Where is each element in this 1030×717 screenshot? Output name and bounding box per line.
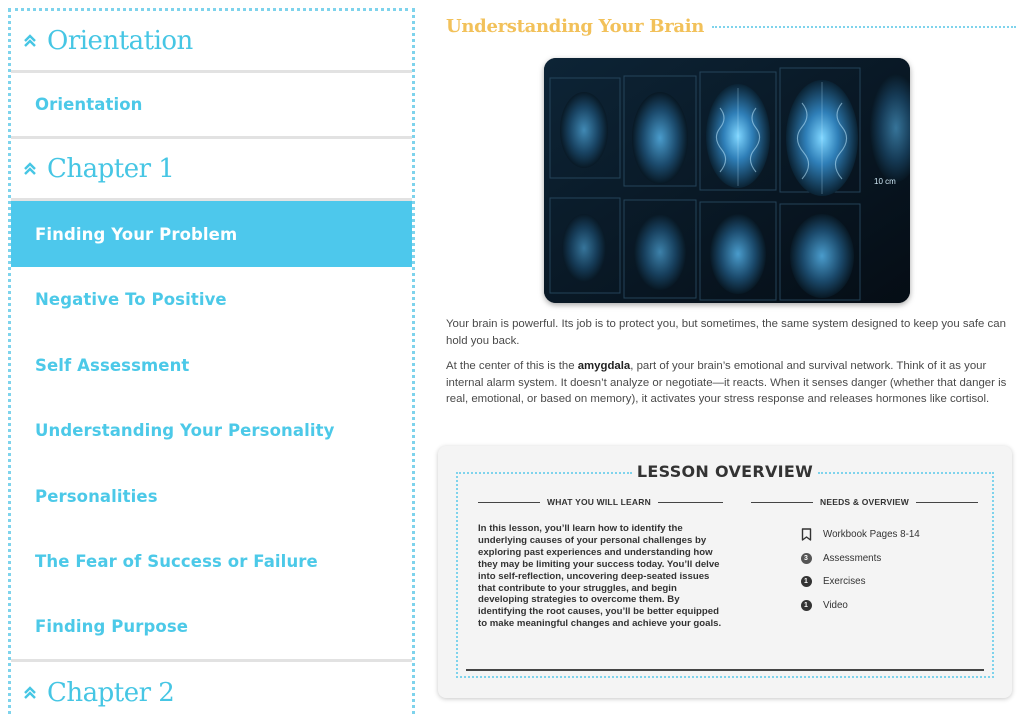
sidebar-item-personalities[interactable] xyxy=(11,464,412,530)
card-dotted-top-right xyxy=(818,472,994,474)
bookmark-icon xyxy=(798,528,814,541)
amygdala-term: amygdala xyxy=(577,360,631,372)
brain-scan-illustration xyxy=(544,58,910,303)
section-title: Orientation xyxy=(47,25,193,56)
page-title: Understanding Your Brain xyxy=(446,16,705,37)
needs-heading xyxy=(751,497,978,507)
section-title: Chapter 2 xyxy=(47,677,175,708)
sidebar-item-label: Orientation xyxy=(35,95,143,114)
learn-heading xyxy=(478,497,723,507)
lesson-content xyxy=(436,0,1030,717)
sidebar-item-label: Finding Your Problem xyxy=(35,224,238,244)
sidebar-item-label: Personalities xyxy=(35,486,158,506)
learn-heading-text: WHAT YOU WILL LEARN xyxy=(547,497,651,507)
needs-list xyxy=(798,523,920,617)
sidebar-item-label: Negative To Positive xyxy=(35,290,227,310)
count-badge-icon xyxy=(798,553,814,564)
need-video xyxy=(798,594,920,618)
paragraph-text: At the center of this is the xyxy=(446,360,578,372)
lesson-overview-title: LESSON OVERVIEW xyxy=(636,462,814,481)
section-header-chapter-1[interactable] xyxy=(11,139,412,201)
learn-description: In this lesson, you’ll learn how to identify the underlying causes of your personal challenges by exploring past experiences and understanding how they may be limiting your success today. You’ll delve into self-reflection, uncovering deep-seated issues that contribute to your struggles, and begin developing strategies to overcome them. By identifying the root causes, you’ll be better equipped to make meaningful changes and achieve your goals. xyxy=(478,523,722,630)
chevron-up-icon xyxy=(23,162,37,176)
sidebar-item-self-assessment[interactable] xyxy=(11,333,412,399)
sidebar-item-finding-purpose[interactable] xyxy=(11,595,412,662)
heading-rule xyxy=(478,502,540,503)
card-dotted-top-left xyxy=(456,472,632,474)
heading-rule xyxy=(916,502,978,503)
lesson-overview-card xyxy=(438,446,1012,698)
sidebar-item-understanding-your-personality[interactable] xyxy=(11,398,412,464)
need-label: Assessments xyxy=(823,552,882,564)
need-exercises xyxy=(798,570,920,594)
section-title: Chapter 1 xyxy=(47,153,175,184)
brain-scan-image xyxy=(544,58,910,303)
sidebar-item-label: Self Assessment xyxy=(35,355,190,375)
sidebar-item-finding-your-problem[interactable] xyxy=(11,201,412,267)
section-header-orientation[interactable] xyxy=(11,11,412,73)
count-badge: 3 xyxy=(801,553,812,564)
amygdala-paragraph xyxy=(446,358,1011,408)
heading-rule xyxy=(658,502,723,503)
scale-label: 10 cm xyxy=(874,177,896,186)
card-bottom-rule xyxy=(466,669,984,671)
page-title-row xyxy=(446,16,1016,37)
need-label: Video xyxy=(823,599,848,611)
need-workbook xyxy=(798,523,920,547)
sidebar-item-negative-to-positive[interactable] xyxy=(11,267,412,333)
sidebar-item-label: Finding Purpose xyxy=(35,617,189,636)
count-badge: 1 xyxy=(801,576,812,587)
needs-heading-text: NEEDS & OVERVIEW xyxy=(820,497,910,507)
need-label: Workbook Pages 8-14 xyxy=(823,529,920,541)
course-sidebar xyxy=(8,8,415,717)
intro-paragraph: Your brain is powerful. Its job is to protect you, but sometimes, the same system designed to keep you safe can hold you back. xyxy=(446,318,1006,347)
sidebar-item-label: Understanding Your Personality xyxy=(35,421,335,441)
sidebar-item-label: The Fear of Success or Failure xyxy=(35,552,318,572)
chevron-up-icon xyxy=(23,686,37,700)
paragraph-text: , part of your brain’s emotional and survival network. Think of it as your internal alarm system. It doesn’t analyze or negotiate—it reacts. When it senses danger (whether that danger is real, emotional, or based on memory), it activates your stress response and releases hormones like cortisol. xyxy=(446,360,1007,406)
count-badge-icon xyxy=(798,600,814,611)
count-badge-icon xyxy=(798,576,814,587)
need-assessments xyxy=(798,547,920,571)
need-label: Exercises xyxy=(823,576,866,588)
sidebar-item-orientation[interactable] xyxy=(11,73,412,139)
heading-rule xyxy=(751,502,813,503)
title-divider xyxy=(712,26,1016,28)
chevron-up-icon xyxy=(23,34,37,48)
sidebar-item-fear-of-success-or-failure[interactable] xyxy=(11,529,412,595)
count-badge: 1 xyxy=(801,600,812,611)
section-header-chapter-2[interactable] xyxy=(11,662,412,717)
